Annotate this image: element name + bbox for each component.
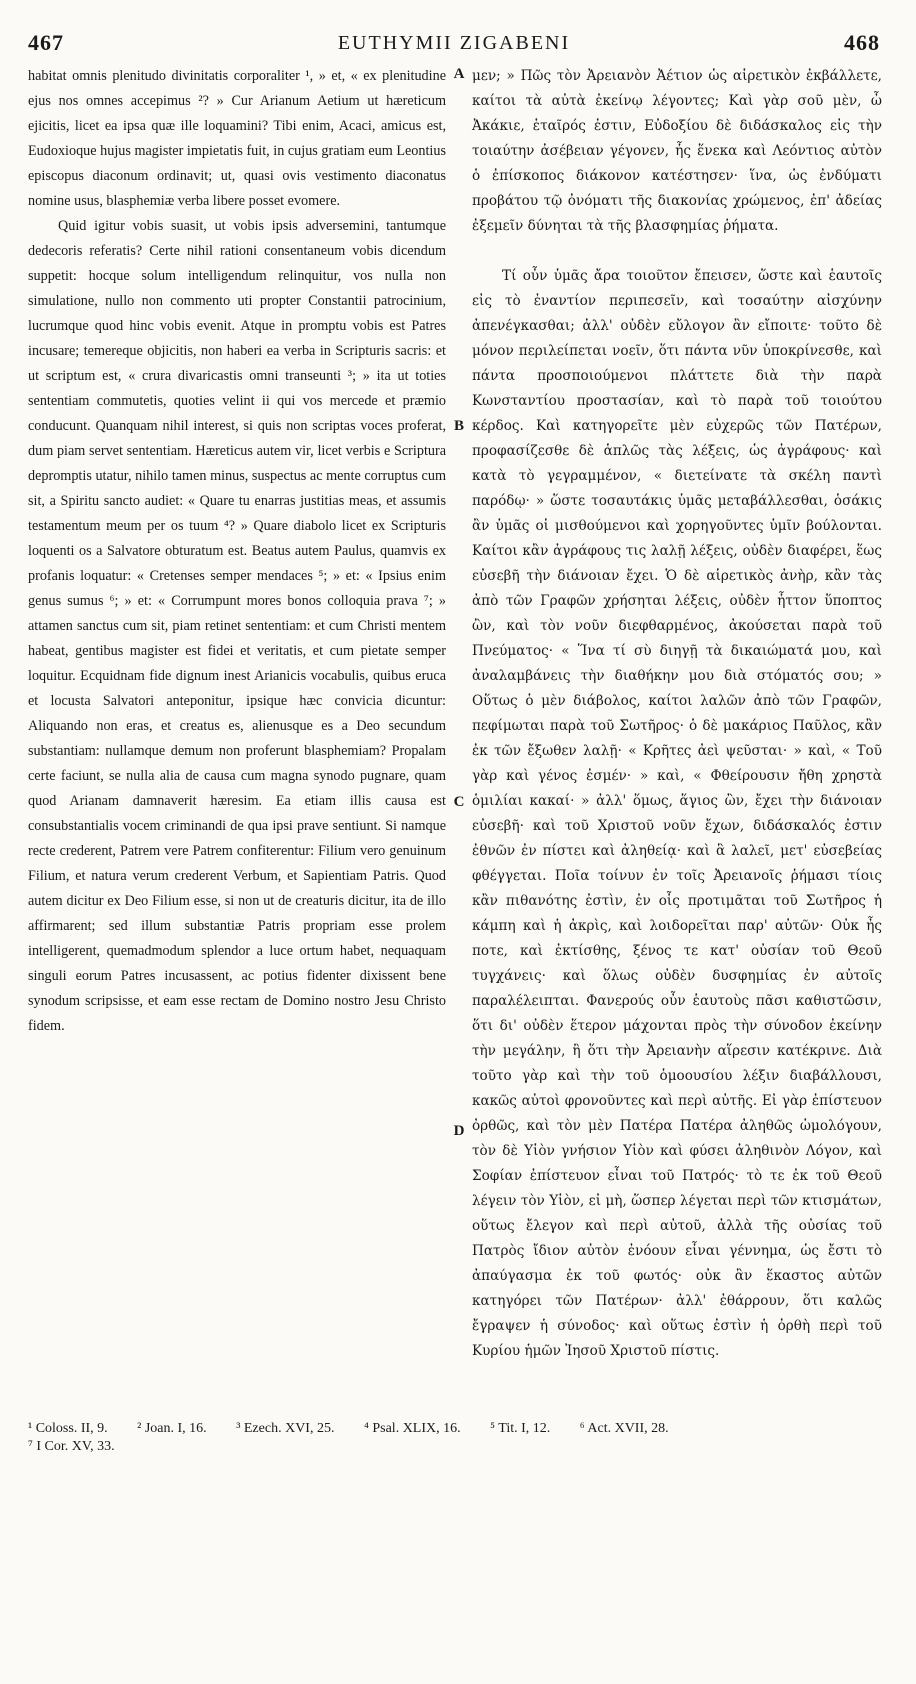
section-mark-c: C bbox=[453, 794, 465, 810]
page-number-right: 468 bbox=[844, 30, 880, 55]
footnote-5: ⁵ Tit. I, 12. bbox=[490, 1421, 551, 1436]
latin-paragraph-2: Quid igitur vobis suasit, ut vobis ipsis adversemini, tantumque dedecoris referatis? Certe nihil rationi consentaneum vobis dicendum suppetit: hocque solum intelligendum relinquitur, vos nulla non simulatione, nullo non commento uti propter Constantii patrocinium, lucrumque quod hinc vobis evenit. Atque in promptu vobis est Patres incusare; temereque objicitis, non haberi ea verba in Scripturis sacris: et ut scriptum est, « crura divaricastis omni transeunti ³; » ita ut toties sententiam commutetis, quoties velint ii qui vos mercede et præmio conducunt. Quanquam nihil interest, si quis non scriptas voces proferat, dum piam servet sententiam. Hæreticus autem vir, licet verbis e Scriptura depromptis utatur, nihilo tamen minus, suspectus ac mente corruptus cum sit, a Spiritu sancto audiet: « Quare tu enarras justitias meas, et assumis testamentum meum per os tuum ⁴? » Quare diabolo licet ex Scripturis loquenti os a Salvatore obturatum est. Beatus autem Paulus, quamvis ex profanis loquatur: « Cretenses semper mendaces ⁵; » et: « Ipsius enim genus sumus ⁶; » et: « Corrumpunt mores bonos colloquia prava ⁷; » attamen sanctus cum sit, piam retinet sententiam: et cum Christi mentem habeat, gentibus magister est fidei et veritatis, et cum pietate semper loquitur. Ecquidnam fide dignum inest Arianicis vocabulis, quibus eruca et locusta Salvatori anteponitur, ipsique hæc convicia dicuntur: Aliquando non eras, et creatus es, alienusque es a Deo secundum substantiam: nullamque demum non proferunt blasphemiam? Propalam certe faciunt, se nulla alia de causa cum magna synodo pugnare, quam quod Arianam damnaverit hæresim. Ea etiam illis causa est consubstantialis vocem criminandi de qua ipsi prave sentiunt. Si namque recte crederent, Patrem vere Patrem confiterentur: Filium vero genuinum Filium, et natura verum crederent Verbum, et Sapientiam Patris. Quod autem dicitur ex Deo Filium esse, si non ut de creaturis dicitur, ita de illo affirmarent; sed illum substantiæ Patris propriam esse prolem intelligerent, quemadmodum splendor a luce ortum habet, nequaquam singuli eorum Patres incusassent, ac potius fidenter dixissent bene synodum scripsisse, et eam esse rectam de Domino nostro Jesu Christo fidem. bbox=[28, 218, 446, 1034]
footnote-1: ¹ Coloss. II, 9. bbox=[28, 1421, 108, 1436]
page-header bbox=[28, 30, 880, 60]
footnote-4: ⁴ Psal. XLIX, 16. bbox=[363, 1421, 461, 1436]
footnotes bbox=[28, 1420, 888, 1456]
section-mark-d: D bbox=[453, 1123, 465, 1139]
page-number-left: 467 bbox=[28, 30, 64, 55]
running-title: EUTHYMII ZIGABENI bbox=[337, 32, 571, 54]
section-mark-b: B bbox=[453, 418, 464, 434]
footnote-3: ³ Ezech. XVI, 25. bbox=[236, 1421, 335, 1436]
section-mark-a: A bbox=[453, 66, 465, 82]
greek-paragraph-1: μεν; » Πῶς τὸν Ἀρειανὸν Ἀέτιον ὡς αἱρετικὸν ἐκβάλλετε, καίτοι τὰ αὐτὰ ἐκείνῳ λέγοντες; Καὶ γὰρ σοῦ μὲν, ὦ Ἀκάκιε, ἑταῖρός ἐστιν, Εὐδοξίου δὲ διδάσκαλος εἰς τὴν τοιαύτην ἀσέβειαν γέγονεν, ἧς ἕνεκα καὶ Λεόντιος αὐτὸν ὁ ἐπίσκοπος διάκονον κατέστησεν· ἵνα, ὡς ἐνδύματι προβάτου τῷ ὀνόματι τῆς διακονίας χρώμενος, ἐπ' ἀδείας ἐξεμεῖν δύνηται τὰ τῆς βλασφημίας ῥήματα. bbox=[472, 68, 882, 234]
greek-paragraph-2: Τί οὖν ὑμᾶς ἄρα τοιοῦτον ἔπεισεν, ὥστε καὶ ἑαυτοῖς εἰς τὸ ἐναντίον περιπεσεῖν, καὶ τοσαύτην αἰσχύνην ἀπενέγκασθαι; ἀλλ' οὐδὲν εὔλογον ἂν εἴποιτε· τοῦτο δὲ μόνον περιλείπεται νοεῖν, ὅτι πάντα νῦν ὑποκρίνεσθε, καὶ πάντα προσποιούμενοι πλάττετε διὰ τὴν παρὰ Κωνσταντίου προστασίαν, καὶ τὸ παρὰ τοῦ τοιούτου κέρδος. Καὶ κατηγορεῖτε μὲν εὐχερῶς τῶν Πατέρων, προφασίζεσθε δὲ ἁπλῶς τὰς λέξεις, ὡς ἀγράφους· καὶ κατὰ τὸ γεγραμμένον, « διετείνατε τὰ σκέλη παντὶ παρόδῳ· » ὥστε τοσαυτάκις ὑμᾶς μεταβάλλεσθαι, ὁσάκις ἂν ὑμᾶς οἱ μισθούμενοι καὶ χορηγοῦντες ὑμῖν βούλονται. Καίτοι κἂν ἀγράφους τις λαλῇ λέξεις, οὐδὲν διαφέρει, ἕως εὐσεβῆ τὴν διάνοιαν ἔχει. Ὁ δὲ αἱρετικὸς ἀνὴρ, κἂν τὰς ἀπὸ τῶν Γραφῶν χρήσηται λέξεις, οὐδὲν ἧττον ὕποπτος ὢν, καὶ τὸν νοῦν διεφθαρμένος, ἀκούσεται παρὰ τοῦ Πνεύματος· « Ἵνα τί σὺ διηγῇ τὰ δικαιώματά μου, καὶ ἀναλαμβάνεις τὴν διαθήκην μου διὰ στόματός σου; » Οὕτως ὁ μὲν διάβολος, καίτοι λαλῶν ἀπὸ τῶν Γραφῶν, πεφίμωται παρὰ τοῦ Σωτῆρος· ὁ δὲ μακάριος Παῦλος, κἂν ἐκ τῶν ἔξωθεν λαλῇ· « Κρῆτες ἀεὶ ψεῦσται· » καὶ, « Τοῦ γὰρ καὶ γένος ἐσμέν· » καὶ, « Φθείρουσιν ἤθη χρηστὰ ὁμιλίαι κακαί· » ἀλλ' ὅμως, ἅγιος ὢν, ἔχει τὴν διάνοιαν εὐσεβῆ· καὶ τοῦ Χριστοῦ νοῦν ἔχων, διδάσκαλός ἐστιν ἐθνῶν ἐν πίστει καὶ ἀληθείᾳ· καὶ ἃ λαλεῖ, μετ' εὐσεβείας φθέγγεται. Ποῖα τοίνυν ἐν τοῖς Ἀρειανοῖς ῥήμασι τίοις κἂν πιθανότης ἐστὶν, ἐν οἷς προτιμᾶται τοῦ Σωτῆρος ἡ κάμπη καὶ ἡ ἀκρὶς, καὶ λοιδορεῖται παρ' αὐτῶν· Οὐκ ἦς ποτε, καὶ ἐκτίσθης, ξένος τε κατ' οὐσίαν τοῦ Θεοῦ τυγχάνεις· καὶ ὅλως οὐδὲν δυσφημίας ἐν αὐτοῖς παραλέλειπται. Φανερούς οὖν ἑαυτοὺς πᾶσι καθιστῶσιν, ὅτι δι' οὐδὲν ἕτερον μάχονται πρὸς τὴν σύνοδον ἐκείνην τὴν μεγάλην, ἢ ὅτι τὴν Ἀρειανὴν αἵρεσιν κατέκρινε. Διὰ τοῦτο γὰρ καὶ τὴν τοῦ ὁμοουσίου λέξιν διαβάλλουσι, κακῶς αὐτοὶ φρονοῦντες καὶ περὶ αὐτῆς. Εἰ γὰρ ἐπίστευον ὀρθῶς, καὶ τὸν μὲν Πατέρα Πατέρα ἀληθῶς ὡμολόγουν, τὸν δὲ Υἱὸν γνήσιον Υἱὸν καὶ φύσει ἀληθινὸν Λόγον, καὶ Σοφίαν ἐπίστευον εἶναι τοῦ Πατρός· τὸ τε ἐκ τοῦ Θεοῦ λέγειν τὸν Υἱὸν, εἰ μὴ, ὥσπερ λέγεται περὶ τῶν κτισμάτων, οὕτως ἔλεγον καὶ περὶ αὐτοῦ, ἀλλὰ τῆς οὐσίας τοῦ Πατρὸς ἴδιον αὐτὸν ἐνόουν εἶναι γέννημα, ὡς ἔστι τὸ ἀπαύγασμα ἐκ τοῦ φωτός· οὐκ ἂν ἕκαστος αὐτῶν κατηγόρει τῶν Πατέρων· ἀλλ' ἐθάρρουν, ὅτι καλῶς ἔγραψεν ἡ σύνοδος· καὶ οὕτως ἐστὶν ἡ ὀρθὴ περὶ τοῦ Κυρίου ἡμῶν Ἰησοῦ Χριστοῦ πίστις. bbox=[472, 268, 882, 1359]
footnote-6: ⁶ Act. XVII, 28. bbox=[579, 1421, 669, 1436]
footnote-2: ² Joan. I, 16. bbox=[137, 1421, 207, 1436]
footnote-row-2 bbox=[28, 1438, 888, 1456]
footnote-row-1 bbox=[28, 1420, 888, 1438]
latin-paragraph-1: habitat omnis plenitudo divinitatis corporaliter ¹, » et, « ex plenitudine ejus nos omnes accepimus ²? » Cur Arianum Aetium ut hæreticum ejicitis, licet ea ipsa quæ ille loquamini? Tibi enim, Acaci, amicus est, Eudoxioque hujus magister impietatis fuit, in cujus gratiam eum Leontius episcopus diaconum ordinavit; ut, quasi ovis vestimento diaconatus nomine usus, blasphemiæ verba libere posset evomere. bbox=[28, 68, 446, 209]
footnote-7: ⁷ I Cor. XV, 33. bbox=[28, 1439, 115, 1454]
